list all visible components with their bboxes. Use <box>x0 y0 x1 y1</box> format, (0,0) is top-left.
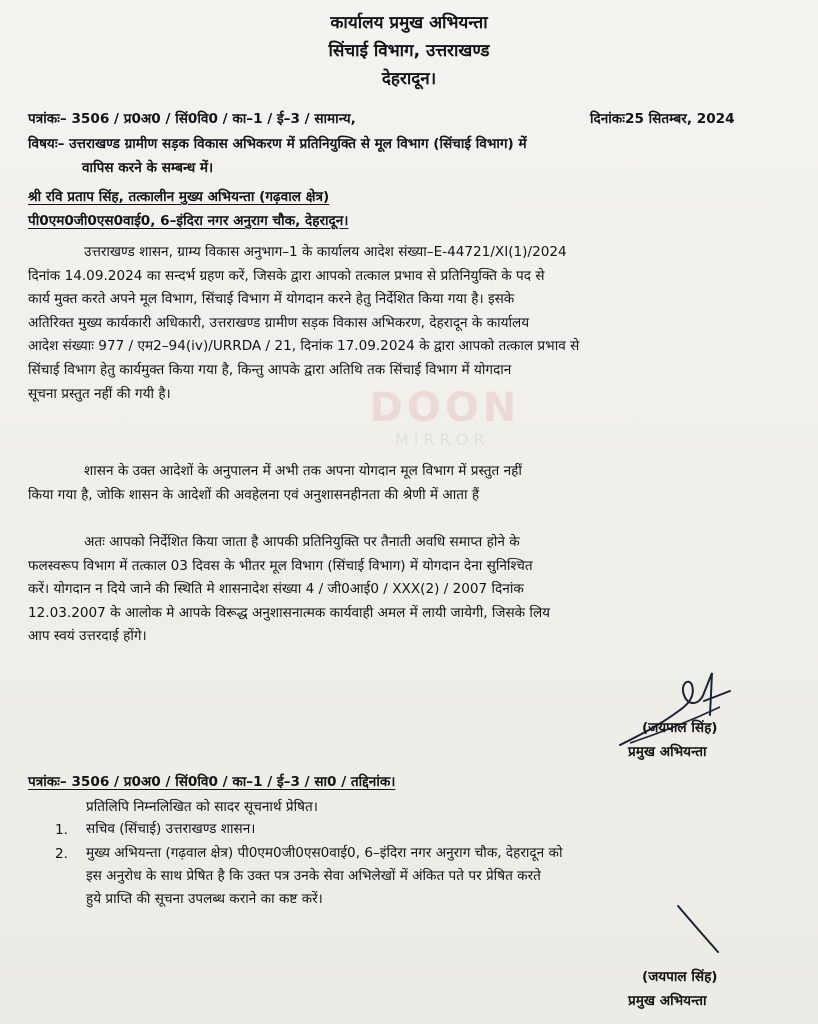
subject-line-1: विषयः– उत्तराखण्ड ग्रामीण सड़क विकास अभिकरण में प्रतिनियुक्ति से मूल विभाग (सिंचाई विभाग) में <box>28 136 527 152</box>
copy-item-line: सचिव (सिंचाई) उत्तराखण्ड शासन। <box>86 821 256 837</box>
copy-item-line: हुये प्राप्ति की सूचना उपलब्ध कराने का कष्ट करें। <box>86 891 323 908</box>
addressee-address: पी0एम0जी0एस0वाई0, 6–इंदिरा नगर अनुराग चौक, देहरादून। <box>28 213 349 229</box>
paragraph-line: सिंचाई विभाग हेतु कार्यमुक्त किया गया है, किन्तु आपके द्वारा अतिथि तक सिंचाई विभाग में योगदान <box>28 361 512 378</box>
copy-item-number: 2. <box>55 846 68 862</box>
paragraph-line: अतः आपको निर्देशित किया जाता है आपकी प्रतिनियुक्ति पर तैनाती अवधि समाप्त होने के <box>84 534 520 550</box>
handwritten-signature-2 <box>670 900 730 960</box>
paragraph-line: किया गया है, जोकि शासन के आदेशों की अवहेलना एवं अनुशासनहीनता की श्रेणी में आता हैं <box>28 486 480 503</box>
signatory-designation-1: प्रमुख अभियन्ता <box>628 744 707 760</box>
body-paragraph-3 <box>28 531 798 649</box>
paragraph-line: आदेश संख्याः 977 / एम2–94(iv)/URRDA / 21, दिनांक 17.09.2024 के द्वारा आपको तत्काल प्रभाव से <box>28 338 580 355</box>
city-title: देहरादून। <box>381 69 437 89</box>
signatory-designation-2: प्रमुख अभियन्ता <box>628 993 707 1009</box>
signatory-name-2: (जयपाल सिंह) <box>642 969 718 985</box>
copy-letter-number: पत्रांकः– 3506 / प्र0अ0 / सिं0वि0 / का–1 / ई–3 / सा0 / तद्दिनांक। <box>28 774 396 790</box>
watermark-logo: DOON <box>369 385 521 431</box>
body-paragraph-1 <box>28 241 798 406</box>
department-title: सिंचाई विभाग, उत्तराखण्ड <box>328 41 490 61</box>
copy-item-1 <box>86 818 798 841</box>
copy-item-line: मुख्य अभियन्ता (गढ़वाल क्षेत्र) पी0एम0जी0एस0वाई0, 6–इंदिरा नगर अनुराग चौक, देहरादून को <box>86 845 563 861</box>
paragraph-line: फलस्वरूप विभाग में तत्काल 03 दिवस के भीतर मूल विभाग (सिंचाई विभाग) में योगदान देना सुनिश्चित <box>28 557 533 574</box>
body-paragraph-2 <box>28 460 798 507</box>
subject-line-2: वापिस करने के सम्बन्ध में। <box>82 160 214 176</box>
paragraph-line: अतिरिक्त मुख्य कार्यकारी अधिकारी, उत्तराखण्ड ग्रामीण सड़क विकास अभिकरण, देहरादून के कार्यालय <box>28 314 530 331</box>
addressee-name: श्री रवि प्रताप सिंह, तत्कालीन मुख्य अभियन्ता (गढ़वाल क्षेत्र) <box>28 189 330 205</box>
letter-number: पत्रांकः– 3506 / प्र0अ0 / सिं0वि0 / का–1 / ई–3 / सामान्य, <box>28 111 356 127</box>
copy-item-number: 1. <box>55 822 68 838</box>
paragraph-line: 12.03.2007 के आलोक मे आपके विरूद्ध अनुशासनात्मक कार्यवाही अमल में लायी जायेगी, जिसके लिय <box>28 604 551 621</box>
handwritten-signature-1 <box>600 655 760 755</box>
paragraph-line: दिनांक 14.09.2024 का सन्दर्भ ग्रहण करें, जिसके द्वारा आपको तत्काल प्रभाव से प्रतिनियुक्ति के पद से <box>28 267 545 284</box>
paragraph-line: शासन के उक्त आदेशों के अनुपालन में अभी तक अपना योगदान मूल विभाग में प्रस्तुत नहीं <box>84 463 522 479</box>
paragraph-line: उत्तराखण्ड शासन, ग्राम्य विकास अनुभाग–1 के कार्यालय आदेश संख्या–E-44721/XI(1)/2024 <box>84 244 567 260</box>
paragraph-line: कार्य मुक्त करते अपने मूल विभाग, सिंचाई विभाग में योगदान करने हेतु निर्देशित किया गया है। इसके <box>28 291 515 308</box>
copy-item-line: इस अनुरोध के साथ प्रेषित है कि उक्त पत्र उनके सेवा अभिलेखों में अंकित पते पर प्रेषित करते <box>86 868 541 885</box>
paragraph-line: आप स्वयं उत्तरदाई होंगे। <box>28 628 147 645</box>
paragraph-line: करें। योगदान न दिये जाने की स्थिति मे शासनादेश संख्या 4 / जी0आई0 / XXX(2) / 2007 दिनांक <box>28 581 524 598</box>
copy-intro: प्रतिलिपि निम्नलिखित को सादर सूचनार्थ प्रेषित। <box>86 799 318 815</box>
office-title: कार्यालय प्रमुख अभियन्ता <box>330 13 488 33</box>
letter-date: दिनांकः25 सितम्बर, 2024 <box>590 111 735 127</box>
signatory-name-1: (जयपाल सिंह) <box>642 720 718 736</box>
paragraph-line: सूचना प्रस्तुत नहीं की गयी है। <box>28 385 171 402</box>
watermark-subtext: MIRROR <box>395 430 490 449</box>
